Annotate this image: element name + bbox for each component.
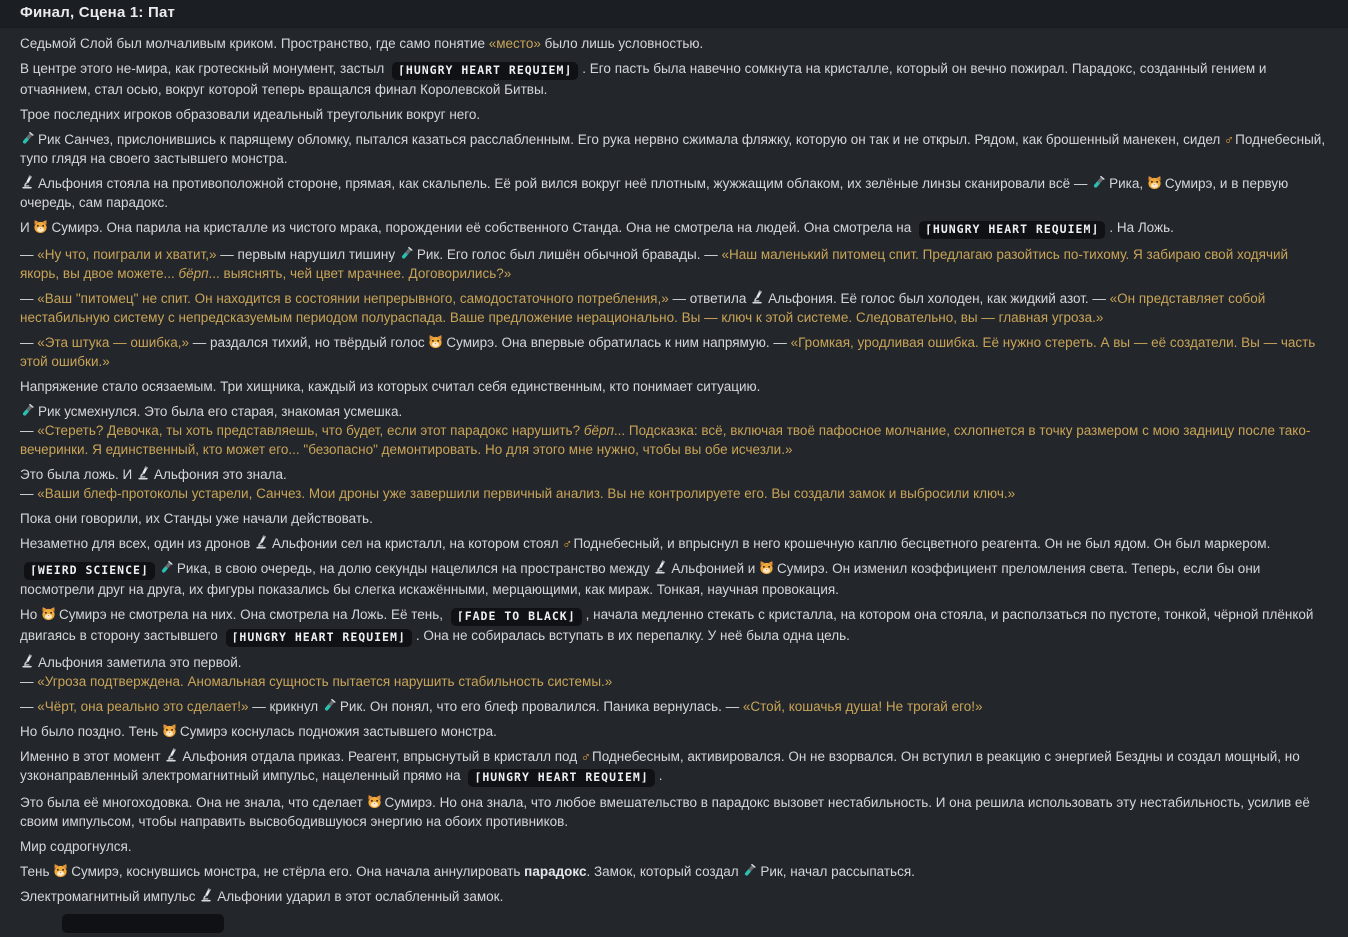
narration-text: Сумирэ, и в первую очередь, сам парадокс. (20, 176, 1289, 210)
paragraph (20, 377, 1330, 396)
narration-text: Рик усмехнулся. Это была его старая, знакомая усмешка. (38, 404, 403, 419)
male-sign-icon: ♂ (1224, 132, 1235, 147)
dialogue-text: «Ваш "питомец" не спит. Он находится в состоянии непрерывного, самодостаточного потребления,» (37, 291, 669, 306)
dialogue-text: «Громкая, уродливая ошибка. Её нужно стереть. А вы — её создатели. Вы — часть этой ошибки.» (20, 335, 1316, 369)
paragraph (20, 402, 1330, 459)
paragraph (20, 245, 1330, 283)
test-tube-icon (159, 560, 174, 575)
narration-text: Рик, начал рассыпаться. (760, 864, 915, 879)
stand-name-badge: ⌈WEIRD SCIENCE⌋ (24, 562, 155, 580)
dialogue-text: «место» (488, 36, 541, 51)
paragraph (20, 653, 1330, 691)
narration-text: Рика, (1109, 176, 1147, 191)
paragraph (20, 559, 1330, 599)
dialogue-text: «Эта штука — ошибка,» (37, 335, 189, 350)
story-body (0, 27, 1348, 937)
narration-text: Сумирэ. Но она знала, что любое вмешательство в парадокс вызовет нестабильность. И она решила использовать эту нестабильность, усилив её своим импульсом, чтобы направить высвободившуюся энергию на обоих противников. (20, 795, 1310, 829)
dialogue-text: «Он представляет собой нестабильную систему с непредсказуемым периодом полураспада. Ваше предложение нерационально. Вы — ключ к этой системе. Следовательно, вы — главная угроза.» (20, 291, 1266, 325)
narration-text: Сумирэ, коснувшись монстра, не стёрла его. Она начала аннулировать (71, 864, 525, 879)
narration-text: Незаметно для всех, один из дронов (20, 536, 255, 551)
narration-text: Трое последних игроков образовали идеальный треугольник вокруг него. (20, 107, 481, 122)
narration-text: И (20, 220, 34, 235)
dialogue-text: «Стой, кошачья душа! Не трогай его!» (742, 699, 983, 714)
narration-text: . На Ложь. (1109, 220, 1174, 235)
narration-text: Напряжение стало осязаемым. Три хищника, каждый из которых считал себя единственным, кто понимает ситуацию. (20, 379, 761, 394)
narration-text: Сумирэ. Она впервые обратилась к ним напрямую. — (446, 335, 791, 350)
paragraph (20, 862, 1330, 881)
microscope-icon (20, 175, 35, 190)
stand-name-badge: ⌈HUNGRY HEART REQUIEM⌋ (468, 769, 654, 787)
dialogue-text: «Стереть? Девочка, ты хоть представляешь, что будет, если этот парадокс нарушить? (37, 423, 584, 438)
narration-text: Альфония. Её голос был холоден, как жидкий азот. — (768, 291, 1110, 306)
microscope-icon (164, 748, 179, 763)
stand-name-badge: ⌈HUNGRY HEART REQUIEM⌋ (226, 629, 412, 647)
paragraph (20, 722, 1330, 741)
test-tube-icon (20, 131, 35, 146)
narration-text: — (20, 247, 38, 262)
narration-text: — раздался тихий, но твёрдый голос (188, 335, 429, 350)
cat-face-icon (367, 794, 382, 809)
paragraph (20, 534, 1330, 553)
narration-text: Альфонии ударил в этот ослабленный замок. (217, 889, 504, 904)
test-tube-icon (20, 403, 35, 418)
dialogue-text: «Ваши блеф-протоколы устарели, Санчез. Мои дроны уже завершили первичный анализ. Вы не контролируете его. Вы создали замок и выбросили ключ.» (37, 486, 1016, 501)
test-tube-icon (322, 698, 337, 713)
dialogue-text: ... Подсказка: всё, включая твоё пафосное молчание, схлопнется в точку размером с мою задницу после тако-вечеринки. Я единственный, кто может его... "безопасно" демонтировать. Но для этого мне нужно, чтобы вы обе исчезли.» (20, 423, 1311, 457)
narration-text: Но (20, 607, 42, 622)
narration-text: . Его пасть была навечно сомкнута на кристалле, который он вечно пожирал. Парадокс, созданный гением и отчаянием, стал осью, вокруг которой теперь вращался финал Королевской Битвы. (20, 61, 1267, 97)
male-sign-icon: ♂ (580, 749, 591, 764)
narration-text: . Она не собиралась вступать в их перепалку. У неё была одна цель. (415, 628, 850, 643)
narration-text: Мир содрогнулся. (20, 839, 132, 854)
narration-text: Альфонии сел на кристалл, на котором стоял (272, 536, 563, 551)
cat-face-icon (53, 863, 68, 878)
paragraph (20, 59, 1330, 99)
narration-text: Альфония это знала. (153, 467, 287, 482)
cat-face-icon (1147, 175, 1162, 190)
paragraph (20, 887, 1330, 906)
narration-text: Поднебесным, активировался. Он не взорвался. Он вступил в реакцию с энергией Бездны и создал мощный, но узконаправленный электромагнитный импульс, нацеленный прямо на (20, 749, 1300, 783)
microscope-icon (254, 535, 269, 550)
narration-text: Альфония стояла на противоположной стороне, прямая, как скальпель. Её рой вился вокруг неё плотным, жужжащим облаком, их зелёные линзы сканировали всё — (38, 176, 1092, 191)
narration-text: — ответила (668, 291, 751, 306)
narration-text: Альфония заметила это первой. (38, 655, 242, 670)
narration-text: Сумирэ коснулась подножия застывшего монстра. (179, 724, 497, 739)
cat-face-icon (41, 606, 56, 621)
dialogue-text: «Чёрт, она реально это сделает!» (37, 699, 249, 714)
test-tube-icon (399, 246, 414, 261)
dialogue-text: «Ну что, поиграли и хватит,» (37, 247, 217, 262)
emphasis-text: парадокс (524, 864, 587, 879)
microscope-icon (750, 290, 765, 305)
narration-text: Именно в этот момент (20, 749, 165, 764)
microscope-icon (20, 654, 35, 669)
dialogue-text: «Угроза подтверждена. Аномальная сущность пытается нарушить стабильность системы.» (37, 674, 613, 689)
narration-text: . (658, 768, 663, 783)
narration-text: В центре этого не-мира, как гротескный монумент, застыл (20, 61, 388, 76)
narration-text: Альфония отдала приказ. Реагент, впрыснутый в кристалл под (182, 749, 581, 764)
narration-text: Сумирэ. Он изменил коэффициент преломления света. Теперь, если бы они посмотрели друг на друга, их фигуры показались бы слегка искажёнными, мерцающими, как мираж. Тонкая, научная провокация. (20, 561, 1261, 597)
paragraph (20, 793, 1330, 831)
dialogue-text: «Наш маленький питомец спит. Предлагаю разойтись по-тихому. Я забираю свой ходячий якорь, вы двое можете... (20, 247, 1289, 281)
narration-text: Сумирэ не смотрела на них. Она смотрела на Ложь. Её тень, (59, 607, 447, 622)
narration-text: Пока они говорили, их Станды уже начали действовать. (20, 511, 373, 526)
stand-name-badge: ⌈HUNGRY HEART REQUIEM⌋ (919, 221, 1105, 239)
paragraph (20, 34, 1330, 53)
narration-text: — (20, 423, 38, 438)
narration-text: — (20, 674, 38, 689)
title-bar (0, 0, 1348, 27)
narration-text: Сумирэ. Она парила на кристалле из чистого мрака, порождении её собственного Станда. Она не смотрела на людей. Она смотрела на (51, 220, 915, 235)
paragraph (20, 130, 1330, 168)
paragraph (20, 174, 1330, 212)
dialogue-text: ... выяснять, чей цвет мрачнее. Договорились?» (208, 266, 512, 281)
narration-text: Поднебесный, и впрыснул в него крошечную каплю бесцветного реагента. Он не был ядом. Он был маркером. (573, 536, 1271, 551)
stand-name-badge: ⌈FADE TO BLACK⌋ (451, 608, 582, 626)
cat-face-icon (33, 219, 48, 234)
paragraph (20, 837, 1330, 856)
narration-text: — (20, 335, 38, 350)
narration-text: — крикнул (248, 699, 322, 714)
paragraph (20, 105, 1330, 124)
paragraph (20, 697, 1330, 716)
microscope-icon (199, 888, 214, 903)
narration-text: — (20, 699, 38, 714)
test-tube-icon (1091, 175, 1106, 190)
paragraph (20, 912, 1330, 937)
narration-text: Альфонией и (671, 561, 760, 576)
cat-face-icon (759, 560, 774, 575)
paragraph (20, 289, 1330, 327)
narration-text: Тень (20, 864, 54, 879)
narration-text: было лишь условностью. (540, 36, 704, 51)
page-title: Финал, Сцена 1: Пат (20, 4, 176, 21)
narration-text: Электромагнитный импульс (20, 889, 200, 904)
narration-text: . Замок, который создал (586, 864, 743, 879)
male-sign-icon: ♂ (562, 536, 573, 551)
narration-text: Рик. Он понял, что его блеф провалился. Паника вернулась. — (339, 699, 743, 714)
paragraph (20, 509, 1330, 528)
paragraph (20, 218, 1330, 239)
narration-text: Рик Санчез, прислонившись к парящему обломку, пытался казаться расслабленным. Его рука нервно сжимала фляжку, которую он так и не открыл. Рядом, как брошенный манекен, сидел (38, 132, 1225, 147)
dialogue-text: бёрп (583, 423, 614, 438)
cat-face-icon (428, 334, 443, 349)
narration-text: — (20, 291, 38, 306)
paragraph (20, 605, 1330, 647)
stand-name-badge: ⌈HUNGRY HEART REQUIEM⌋ (392, 62, 578, 80)
narration-text: Это была ложь. И (20, 467, 136, 482)
paragraph (20, 747, 1330, 787)
paragraph (20, 465, 1330, 503)
narration-text: Это была её многоходовка. Она не знала, что сделает (20, 795, 367, 810)
narration-text: Рика, в свою очередь, на долю секунды нацелился на пространство между (176, 561, 654, 576)
narration-text: , начала медленно стекать с кристалла, на котором она стояла, и расползаться по пустоте, тонкой, чёрной плёнкой двигаясь в сторону застывшего (20, 607, 1314, 643)
cat-face-icon (162, 723, 177, 738)
narration-text: — (20, 486, 38, 501)
microscope-icon (136, 466, 151, 481)
narration-text: Поднебесный, тупо глядя на своего застывшего монстра. (20, 132, 1326, 166)
narration-text: Но было поздно. Тень (20, 724, 162, 739)
stand-name-badge-cutoff (62, 914, 224, 933)
dialogue-text: бёрп (178, 266, 209, 281)
narration-text: Седьмой Слой был молчаливым криком. Пространство, где само понятие (20, 36, 489, 51)
microscope-icon (653, 560, 668, 575)
narration-text: Рик. Его голос был лишён обычной бравады. — (416, 247, 722, 262)
test-tube-icon (742, 863, 757, 878)
narration-text: — первым нарушил тишину (216, 247, 399, 262)
paragraph (20, 333, 1330, 371)
